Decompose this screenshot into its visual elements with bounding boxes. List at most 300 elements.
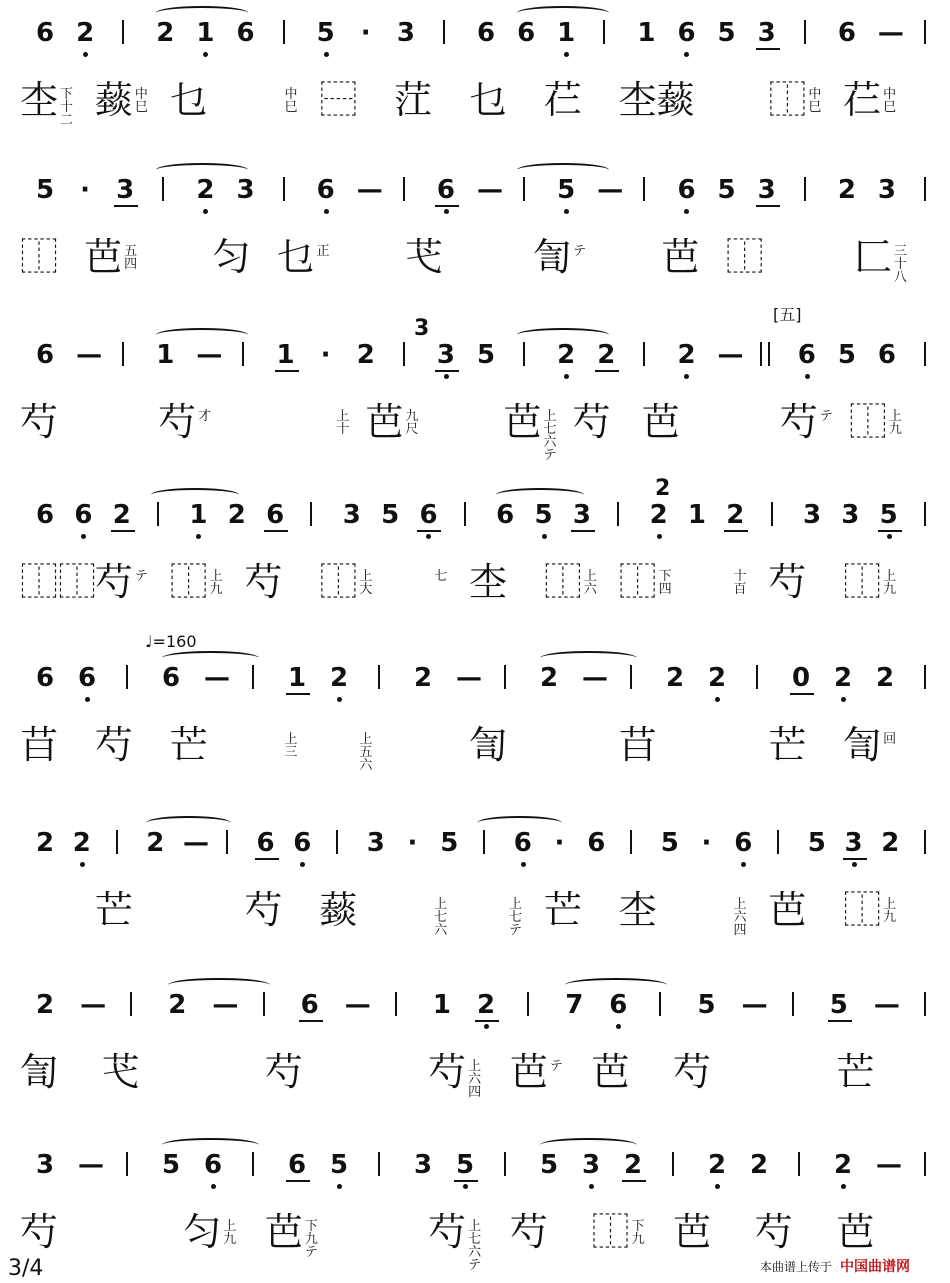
jianpu-note: 6	[419, 500, 438, 530]
jianpu-note: 3	[396, 18, 415, 48]
jianpu-note: 1	[276, 340, 295, 370]
section-marker: [五]	[773, 305, 802, 324]
jianpu-note: 3	[877, 175, 896, 205]
underline-beam	[299, 1020, 323, 1022]
tablature-annotation: 五四	[124, 244, 138, 272]
jianzipu-row	[0, 400, 950, 463]
jianpu-note: 6	[36, 18, 55, 48]
octave-dot	[589, 1184, 594, 1189]
octave-dot	[715, 697, 720, 702]
tablature-glyph: 芍	[94, 560, 133, 604]
jianpu-note: 5	[717, 18, 736, 48]
jianpu-note: 5	[477, 340, 496, 370]
tablature-annotation: 上五六	[359, 732, 373, 773]
tablature-glyph: ⿰	[848, 400, 887, 444]
jianpu-note: 3	[236, 175, 255, 205]
tablature-glyph: 芭	[509, 1050, 548, 1094]
tablature-glyph: 芭	[591, 1050, 630, 1094]
extension-dash: —	[212, 990, 239, 1020]
jianpu-note: 5	[36, 175, 55, 205]
extension-dash: —	[873, 990, 900, 1020]
jianpu-note: 5	[162, 1150, 181, 1180]
jianpu-note: 5	[316, 18, 335, 48]
tablature-glyph: 茳	[394, 78, 433, 122]
jianpu-note: 2	[834, 1150, 853, 1180]
jianpu-note: 6	[300, 990, 319, 1020]
underline-beam	[255, 858, 279, 860]
jianpu-note: ·	[360, 18, 371, 48]
extension-dash: —	[582, 663, 608, 693]
tablature-glyph: 芭	[768, 888, 807, 932]
jianpu-note: 1	[557, 18, 576, 48]
bar-line	[924, 342, 926, 366]
tablature-glyph: 䕭	[319, 888, 358, 932]
jianpu-note: ·	[407, 828, 418, 858]
tablature-annotation: 十百	[733, 569, 747, 597]
jianpu-note: 2	[834, 663, 853, 693]
tablature-glyph: 芭	[641, 400, 680, 444]
tablature-annotation: 才	[198, 409, 212, 424]
octave-dot	[542, 534, 547, 539]
jianpu-note: 6	[877, 340, 896, 370]
tablature-glyph: 乜	[169, 78, 208, 122]
tablature-annotation: 上六四	[468, 1059, 482, 1100]
bar-line	[924, 665, 926, 689]
tablature-glyph: 芒	[94, 888, 133, 932]
bar-line	[122, 20, 124, 44]
tablature-annotation: 上大	[359, 569, 373, 597]
tablature-glyph: ⿰	[20, 235, 59, 279]
extension-dash: —	[876, 1150, 902, 1180]
jianpu-note: 2	[708, 663, 727, 693]
octave-dot	[444, 374, 449, 379]
underline-beam	[435, 205, 459, 207]
tablature-glyph: 芅	[101, 1050, 140, 1094]
bar-line	[126, 665, 128, 689]
bar-line	[798, 1152, 800, 1176]
bar-line	[527, 992, 529, 1016]
octave-dot	[741, 862, 746, 867]
underline-beam	[454, 1180, 478, 1182]
octave-dot	[80, 862, 85, 867]
bar-line	[630, 665, 632, 689]
jianpu-note: 7	[565, 990, 584, 1020]
tablature-annotation: 上九	[883, 897, 897, 925]
tablature-annotation: 上九	[888, 409, 902, 437]
bar-line	[263, 992, 265, 1016]
bar-line	[603, 20, 605, 44]
jianpu-number-row	[0, 175, 950, 219]
jianpu-note: 0	[792, 663, 811, 693]
tablature-annotation: 中巳	[134, 87, 148, 115]
jianzipu-row	[0, 725, 950, 781]
tablature-glyph: 芍	[244, 560, 283, 604]
jianpu-note: 2	[330, 663, 349, 693]
underline-beam	[286, 693, 310, 695]
jianpu-note: 2	[540, 663, 559, 693]
extension-dash: —	[597, 175, 624, 205]
tablature-glyph: 匚	[853, 235, 892, 279]
double-bar-line	[760, 342, 770, 366]
octave-dot	[564, 374, 569, 379]
bar-line	[283, 20, 285, 44]
tablature-glyph: 芒	[768, 723, 807, 767]
bar-line	[483, 830, 485, 854]
tablature-annotation: 上六四	[733, 897, 747, 938]
tablature-glyph: ⿰	[768, 78, 807, 122]
jianpu-note: 6	[587, 828, 606, 858]
jianpu-note: 2	[72, 828, 91, 858]
bar-line	[336, 830, 338, 854]
jianpu-note: 2	[677, 340, 696, 370]
tablature-glyph: 芍	[20, 1210, 59, 1254]
underline-beam	[622, 1180, 646, 1182]
tablature-annotation: 上七六	[434, 897, 448, 938]
jianpu-note: 6	[734, 828, 753, 858]
slur-mark	[168, 978, 269, 992]
jianpu-note: 6	[293, 828, 312, 858]
bar-line	[804, 177, 806, 201]
octave-dot	[564, 52, 569, 57]
tablature-glyph: 芍	[509, 1210, 548, 1254]
tablature-glyph: 芒	[543, 888, 582, 932]
jianpu-note: 1	[288, 663, 307, 693]
bar-line	[630, 830, 632, 854]
page-number: 3/4	[8, 1256, 44, 1281]
tablature-glyph: 芍	[428, 1050, 467, 1094]
bar-line	[777, 830, 779, 854]
extension-dash: —	[456, 663, 482, 693]
jianpu-note: 5	[381, 500, 400, 530]
bar-line	[378, 665, 380, 689]
jianpu-note: 6	[677, 18, 696, 48]
octave-dot	[841, 1184, 846, 1189]
jianpu-note: 3	[757, 175, 776, 205]
tablature-annotation: 上九	[209, 569, 223, 597]
octave-dot	[83, 52, 88, 57]
underline-beam	[828, 1020, 852, 1022]
tablature-annotation: 中巳	[808, 87, 822, 115]
tablature-glyph: 芍	[94, 723, 133, 767]
jianpu-note: 6	[477, 18, 496, 48]
octave-dot	[463, 1184, 468, 1189]
octave-dot	[81, 534, 86, 539]
octave-dot	[684, 52, 689, 57]
tablature-annotation: 上九	[223, 1219, 237, 1247]
octave-dot	[203, 209, 208, 214]
extension-dash: —	[356, 175, 383, 205]
octave-dot	[337, 1184, 342, 1189]
jianpu-note: 2	[356, 340, 375, 370]
bar-line	[126, 1152, 128, 1176]
octave-dot	[564, 209, 569, 214]
octave-dot	[300, 862, 305, 867]
slur-mark	[517, 163, 609, 177]
jianpu-note: 2	[36, 990, 55, 1020]
jianpu-note: 1	[687, 500, 706, 530]
stacked-note-3: 3	[414, 316, 430, 341]
underline-beam	[724, 530, 748, 532]
jianpu-note: ·	[701, 828, 712, 858]
jianpu-note: 5	[456, 1150, 475, 1180]
octave-dot	[203, 52, 208, 57]
slur-mark	[496, 488, 584, 502]
bar-line	[523, 177, 525, 201]
tablature-glyph: 訇	[533, 235, 572, 279]
tablature-annotation: 上七六テ	[468, 1219, 482, 1273]
underline-beam	[264, 530, 288, 532]
jianpu-number-row	[0, 990, 950, 1034]
jianzipu-row	[0, 237, 950, 293]
jianpu-note: 6	[36, 500, 55, 530]
extension-dash: —	[717, 340, 744, 370]
jianzipu-row	[0, 1052, 950, 1108]
tablature-glyph: 芒	[836, 1050, 875, 1094]
jianpu-note: 2	[196, 175, 215, 205]
tablature-annotation: 三十八	[893, 244, 907, 285]
octave-dot	[841, 697, 846, 702]
bar-line	[523, 342, 525, 366]
bar-line	[643, 177, 645, 201]
tablature-annotation: 下九テ	[304, 1219, 318, 1260]
slur-mark	[162, 651, 259, 665]
jianpu-note: 5	[807, 828, 826, 858]
jianpu-note: 3	[572, 500, 591, 530]
bar-line	[771, 502, 773, 526]
bar-line	[464, 502, 466, 526]
underline-beam	[790, 693, 814, 695]
underline-beam	[571, 530, 595, 532]
jianpu-note: 5	[837, 340, 856, 370]
bar-line	[792, 992, 794, 1016]
octave-dot	[657, 534, 662, 539]
tablature-annotation: テ	[819, 409, 833, 424]
tablature-glyph: 乜	[469, 78, 508, 122]
jianpu-note: 3	[757, 18, 776, 48]
tablature-glyph: 芍	[572, 400, 611, 444]
bar-line	[395, 992, 397, 1016]
extension-dash: —	[196, 340, 223, 370]
bar-line	[924, 177, 926, 201]
jianpu-note: 5	[440, 828, 459, 858]
tablature-glyph: 訇	[843, 723, 882, 767]
extension-dash: —	[877, 18, 904, 48]
jianpu-note: 2	[624, 1150, 643, 1180]
jianpu-note: 1	[637, 18, 656, 48]
jianpu-note: 5	[717, 175, 736, 205]
tablature-glyph: 杢䕭	[618, 78, 695, 122]
jianpu-note: 2	[76, 18, 95, 48]
tablature-annotation: テ	[134, 569, 148, 584]
jianpu-note: 5	[534, 500, 553, 530]
octave-dot	[684, 374, 689, 379]
jianpu-note: 3	[36, 1150, 55, 1180]
extension-dash: —	[344, 990, 371, 1020]
tablature-glyph: ⿰	[843, 888, 882, 932]
octave-dot	[426, 534, 431, 539]
jianpu-note: 2	[726, 500, 745, 530]
bar-line	[378, 1152, 380, 1176]
jianpu-note: 6	[36, 663, 55, 693]
jianpu-note: 2	[227, 500, 246, 530]
tablature-annotation: 上三	[284, 732, 298, 760]
jianpu-note: 6	[36, 340, 55, 370]
jianzipu-row	[0, 890, 950, 946]
jianpu-note: 6	[236, 18, 255, 48]
tablature-annotation: 上六	[583, 569, 597, 597]
tablature-annotation: 下十二	[60, 87, 74, 128]
tablature-glyph: 芅	[404, 235, 443, 279]
jianpu-note: 3	[366, 828, 385, 858]
tablature-glyph: ⿰	[169, 560, 208, 604]
jianpu-note: 2	[477, 990, 496, 1020]
extension-dash: —	[741, 990, 768, 1020]
bar-line	[403, 177, 405, 201]
tablature-glyph: 杢	[20, 78, 59, 122]
bar-line	[617, 502, 619, 526]
jianpu-note: 5	[879, 500, 898, 530]
tablature-glyph: 訇	[20, 1050, 59, 1094]
jianpu-note: 3	[802, 500, 822, 530]
underline-beam	[843, 858, 867, 860]
octave-dot	[324, 52, 329, 57]
tablature-glyph: 芍	[673, 1050, 712, 1094]
tablature-glyph: 芍	[428, 1210, 467, 1254]
extension-dash: —	[204, 663, 230, 693]
jianpu-note: 2	[557, 340, 576, 370]
jianpu-note: 2	[837, 175, 856, 205]
extension-dash: —	[78, 1150, 104, 1180]
slur-mark	[565, 978, 666, 992]
jianpu-note: 2	[156, 18, 175, 48]
underline-beam	[435, 370, 459, 372]
jianpu-note: ·	[554, 828, 565, 858]
jianpu-note: 6	[256, 828, 275, 858]
bar-line	[310, 502, 312, 526]
source-label: 本曲谱上传于	[760, 1260, 833, 1274]
tablature-glyph: 䕭	[94, 78, 133, 122]
tablature-annotation: 回	[883, 732, 897, 747]
jianpu-note: 1	[432, 990, 451, 1020]
jianpu-note: 6	[266, 500, 285, 530]
jianpu-number-row	[0, 1150, 950, 1194]
jianpu-note: 2	[597, 340, 616, 370]
octave-dot	[444, 209, 449, 214]
octave-dot	[324, 209, 329, 214]
tablature-glyph: 芍	[754, 1210, 793, 1254]
tablature-glyph: 乜	[276, 235, 315, 279]
jianpu-note: 2	[112, 500, 131, 530]
tablature-glyph: 芍	[779, 400, 818, 444]
bar-line	[504, 665, 506, 689]
slur-mark	[156, 328, 248, 342]
extension-dash: —	[80, 990, 107, 1020]
octave-dot	[337, 697, 342, 702]
bar-line	[252, 1152, 254, 1176]
tablature-glyph: 䒤	[618, 723, 657, 767]
bar-line	[804, 20, 806, 44]
jianpu-note: 3	[844, 828, 863, 858]
jianpu-note: 3	[436, 340, 455, 370]
underline-beam	[275, 370, 299, 372]
jianpu-note: 6	[837, 18, 856, 48]
bar-line	[242, 342, 244, 366]
slur-mark	[540, 1138, 637, 1152]
slur-mark	[517, 6, 609, 20]
tablature-glyph: 匀	[183, 1210, 222, 1254]
underline-beam	[111, 530, 135, 532]
tablature-glyph: 芭	[503, 400, 542, 444]
underline-beam	[756, 48, 780, 50]
bar-line	[672, 1152, 674, 1176]
slur-mark	[146, 816, 231, 830]
jianpu-note: 1	[156, 340, 175, 370]
tablature-annotation: 上七六テ	[543, 409, 557, 463]
jianpu-note: 6	[436, 175, 455, 205]
bar-line	[283, 177, 285, 201]
tablature-annotation: 九尺	[405, 409, 419, 437]
tablature-annotation: 上九	[883, 569, 897, 597]
bar-line	[924, 20, 926, 44]
jianpu-note: 5	[330, 1150, 349, 1180]
jianpu-note: 6	[316, 175, 335, 205]
jianpu-note: 5	[540, 1150, 559, 1180]
slur-mark	[151, 488, 239, 502]
tablature-annotation: 上七テ	[509, 897, 523, 938]
jianpu-note: 3	[342, 500, 361, 530]
tablature-glyph: 䒤	[20, 723, 59, 767]
bar-line	[130, 992, 132, 1016]
octave-dot	[85, 697, 90, 702]
jianpu-note: 5	[557, 175, 576, 205]
tablature-glyph: ⿰	[725, 235, 764, 279]
tablature-glyph: 芢	[843, 78, 882, 122]
bar-line	[504, 1152, 506, 1176]
slur-mark	[540, 651, 637, 665]
bar-line	[157, 502, 159, 526]
octave-dot	[196, 534, 201, 539]
tablature-annotation: テ	[573, 244, 587, 259]
jianpu-note: 5	[697, 990, 716, 1020]
underline-beam	[878, 530, 902, 532]
jianpu-note: 6	[78, 663, 97, 693]
jianpu-number-row	[0, 18, 950, 62]
tablature-glyph: ⿰	[591, 1210, 630, 1254]
bar-line	[122, 342, 124, 366]
octave-dot	[616, 1024, 621, 1029]
octave-dot	[715, 1184, 720, 1189]
jianpu-note: 6	[517, 18, 536, 48]
tablature-annotation: 下九	[631, 1219, 645, 1247]
jianpu-note: 6	[513, 828, 532, 858]
bar-line	[403, 342, 405, 366]
bar-line	[756, 665, 758, 689]
bar-line	[226, 830, 228, 854]
tablature-glyph: 匀	[212, 235, 251, 279]
jianpu-note: 2	[876, 663, 895, 693]
tablature-glyph: 芭	[264, 1210, 303, 1254]
tablature-glyph: 芭	[365, 400, 404, 444]
jianzipu-row	[0, 80, 950, 136]
jianpu-number-row	[0, 663, 950, 707]
bar-line	[643, 342, 645, 366]
tablature-annotation: 中巳	[883, 87, 897, 115]
underline-beam	[286, 1180, 310, 1182]
tablature-annotation: 上十	[336, 409, 350, 437]
octave-dot	[805, 374, 810, 379]
jianpu-note: 3	[414, 1150, 433, 1180]
jianpu-note: ·	[80, 175, 91, 205]
